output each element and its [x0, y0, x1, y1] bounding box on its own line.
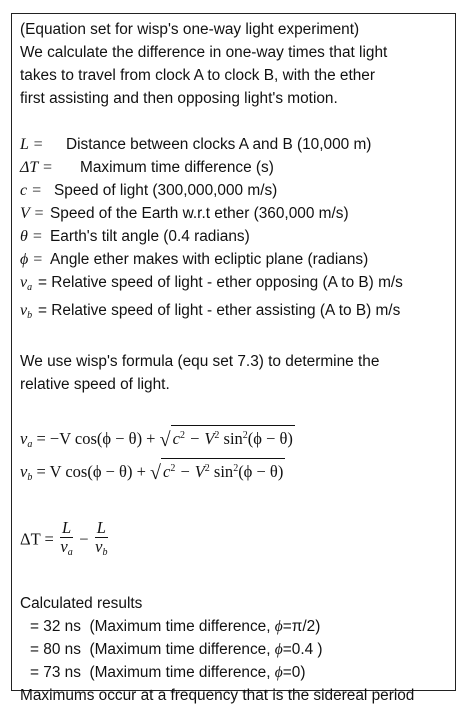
result-phi: ϕ — [274, 618, 283, 635]
result-phi: ϕ — [274, 641, 283, 658]
sqrt-sin: sin — [219, 429, 243, 448]
symbol-subscript: b — [27, 310, 33, 321]
definition-text: Distance between clocks A and B (10,000 m) — [66, 136, 372, 153]
definition-text: Maximum time difference (s) — [80, 159, 274, 176]
fraction-numerator: L — [96, 518, 106, 537]
sqrt-exp: 2 — [204, 463, 210, 474]
result-desc-end: =π/2) — [282, 618, 321, 635]
sqrt-mid: − V — [175, 462, 205, 481]
results-heading: Calculated results — [20, 595, 143, 612]
result-phi: ϕ — [274, 664, 283, 681]
definition-L — [20, 133, 450, 156]
den-main: v — [95, 537, 103, 556]
sqrt-exp: 2 — [242, 430, 248, 441]
definition-symbol: L = — [20, 136, 44, 153]
sqrt-tail: (ϕ − θ) — [238, 462, 284, 481]
eq-lhs-main: v — [20, 429, 28, 448]
eq-lhs-sub: b — [27, 472, 33, 483]
fraction-b — [95, 519, 108, 562]
sqrt-expression — [171, 425, 295, 448]
result-value: = 32 ns — [30, 618, 81, 635]
definition-phi — [20, 248, 450, 271]
fraction-numerator: L — [61, 518, 72, 537]
result-desc-start: (Maximum time difference, — [89, 664, 275, 681]
definition-text: Earth's tilt angle (0.4 radians) — [50, 228, 250, 245]
definition-text: = Relative speed of light - ether opposing (A to B) m/s — [38, 274, 403, 291]
result-item — [20, 615, 450, 638]
intro-line-1: (Equation set for wisp's one-way light experiment) — [20, 21, 360, 38]
den-main: v — [60, 537, 68, 556]
result-desc-start: (Maximum time difference, — [89, 641, 275, 658]
definition-text: = Relative speed of light - ether assisting (A to B) m/s — [38, 302, 401, 319]
formula-intro-line-2: relative speed of light. — [20, 376, 170, 393]
fraction-denominator — [95, 538, 108, 562]
eq-rhs: = −V cos(ϕ − θ) + — [32, 429, 160, 448]
definition-text: Angle ether makes with ecliptic plane (radians) — [50, 251, 369, 268]
definition-text: Speed of light (300,000,000 m/s) — [54, 182, 278, 199]
symbol-main: v — [20, 274, 28, 291]
definition-symbol: ΔT = — [20, 159, 53, 176]
fraction-denominator — [60, 538, 73, 562]
den-sub: b — [102, 547, 108, 558]
definition-delta-t — [20, 156, 450, 179]
formula-intro-line-1: We use wisp's formula (equ set 7.3) to determine the — [20, 353, 380, 370]
sqrt-mid: − V — [184, 429, 215, 448]
intro-line-3: takes to travel from clock A to clock B, with the ether — [20, 67, 375, 84]
symbol-main: v — [20, 302, 28, 319]
eq-lhs: ΔT = — [20, 529, 58, 549]
eq-lhs-main: v — [20, 462, 28, 481]
equation-va — [20, 425, 450, 456]
radical-sign: √ — [159, 429, 171, 451]
spacer — [20, 327, 450, 350]
equation-delta-t — [20, 519, 450, 562]
results-footer: Maximums occur at a frequency that is the sidereal period — [20, 687, 415, 704]
fraction-a — [60, 519, 73, 562]
result-item — [20, 661, 450, 684]
definition-c — [20, 179, 450, 202]
spacer — [20, 562, 450, 592]
radical-sign: √ — [150, 462, 161, 484]
definition-vb — [20, 299, 450, 327]
sqrt-exp: 2 — [214, 430, 220, 441]
sqrt-exp: 2 — [233, 463, 239, 474]
definition-symbol: V = — [20, 205, 45, 222]
sqrt-c: c — [163, 462, 171, 481]
symbol-subscript: a — [27, 282, 33, 293]
result-value: = 73 ns — [30, 664, 81, 681]
definition-symbol: ϕ = — [20, 251, 44, 268]
result-desc-end: =0) — [282, 664, 306, 681]
sqrt-sin: sin — [209, 462, 234, 481]
spacer — [20, 110, 450, 133]
definition-va — [20, 271, 450, 299]
sqrt-expression — [161, 458, 285, 481]
result-desc-start: (Maximum time difference, — [89, 618, 275, 635]
intro-line-2: We calculate the difference in one-way times that light — [20, 44, 388, 61]
definition-symbol — [20, 271, 38, 299]
definition-symbol: c = — [20, 182, 42, 199]
eq-rhs: = V cos(ϕ − θ) + — [32, 462, 151, 481]
result-desc-end: =0.4 ) — [282, 641, 323, 658]
definition-text: Speed of the Earth w.r.t ether (360,000 m/s) — [50, 205, 349, 222]
sqrt-c: c — [172, 429, 180, 448]
result-item — [20, 638, 450, 661]
equation-vb — [20, 458, 450, 489]
document-content — [20, 18, 450, 707]
intro-line-4: first assisting and then opposing light's motion. — [20, 90, 338, 107]
definition-symbol: θ = — [20, 228, 43, 245]
eq-minus: − — [75, 529, 93, 549]
eq-lhs-sub: a — [27, 439, 33, 450]
sqrt-exp: 2 — [179, 430, 185, 441]
den-sub: a — [67, 547, 73, 558]
sqrt-exp: 2 — [170, 463, 176, 474]
result-value: = 80 ns — [30, 641, 81, 658]
definition-theta — [20, 225, 450, 248]
sqrt-tail: (ϕ − θ) — [247, 429, 293, 448]
definition-symbol — [20, 299, 38, 327]
spacer — [20, 396, 450, 419]
definition-V — [20, 202, 450, 225]
